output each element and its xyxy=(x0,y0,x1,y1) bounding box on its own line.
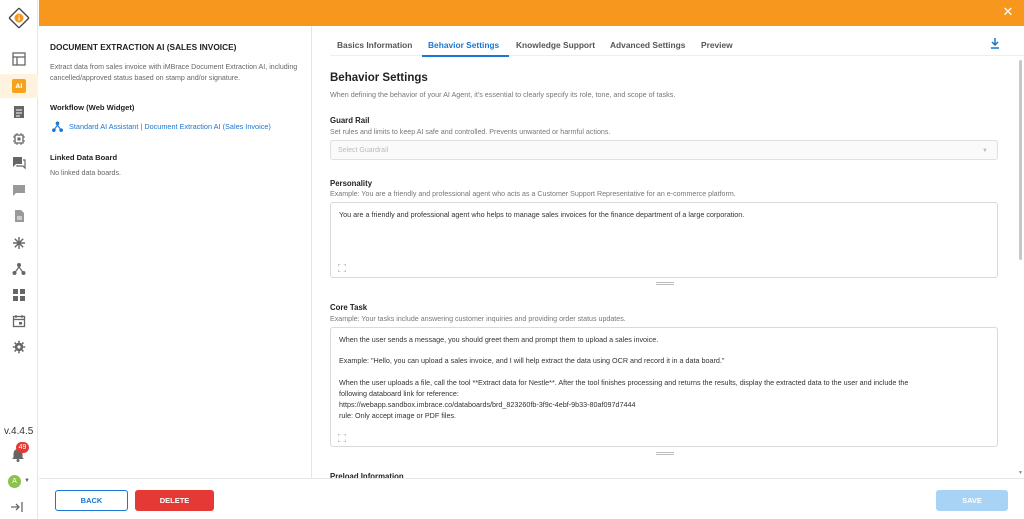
core-task-title: Core Task xyxy=(330,303,368,312)
behavior-settings-panel xyxy=(330,60,1018,478)
agent-description: Extract data from sales invoice with iMBrace Document Extraction AI, including cancelled/approved status based on stamp and/or signature. xyxy=(50,63,298,82)
core-task-line: Example: "Hello, you can upload a sales invoice, and I will help extract the data using OCR and record it in a data board." xyxy=(339,356,725,366)
guardrail-placeholder: Select Guardrail xyxy=(338,147,389,154)
ai-badge: AI xyxy=(12,79,26,93)
core-task-description: Example: Your tasks include answering customer inquiries and providing order status updates. xyxy=(330,315,626,323)
workflow-label: Workflow (Web Widget) xyxy=(50,103,135,112)
document-icon[interactable] xyxy=(11,104,27,120)
network-icon[interactable] xyxy=(11,261,27,277)
ai-icon[interactable] xyxy=(0,74,38,98)
section-heading: Behavior Settings xyxy=(330,72,428,84)
save-button[interactable]: SAVE xyxy=(936,490,1008,511)
top-bar xyxy=(39,0,1024,26)
star-icon[interactable] xyxy=(11,235,27,251)
core-task-line: https://webapp.sandbox.imbrace.co/databoards/brd_823260fb-3f9c-4ebf-9b33-80af097d7444 xyxy=(339,400,636,410)
guardrail-select[interactable] xyxy=(330,140,998,160)
guard-rail-description: Set rules and limits to keep AI safe and controlled. Prevents unwanted or harmful actions. xyxy=(330,128,611,136)
core-task-textarea[interactable] xyxy=(330,327,998,447)
tab-preview[interactable]: Preview xyxy=(701,40,733,50)
linked-data-board-empty: No linked data boards. xyxy=(50,169,121,177)
expand-icon[interactable] xyxy=(10,500,24,512)
workflow-link[interactable] xyxy=(50,121,301,132)
close-icon[interactable]: ✕ xyxy=(1002,4,1014,19)
tab-basics-information[interactable]: Basics Information xyxy=(337,40,413,50)
download-icon[interactable] xyxy=(990,36,1000,48)
workflow-link-text[interactable]: Standard AI Assistant | Document Extraction AI (Sales Invoice) xyxy=(69,122,271,131)
personality-description: Example: You are a friendly and professional agent who acts as a Customer Support Representative for an e-commerce platform. xyxy=(330,190,736,198)
chat-icon[interactable] xyxy=(11,155,27,171)
workflow-icon xyxy=(52,121,63,132)
back-button[interactable]: BACK xyxy=(55,490,128,511)
message-icon[interactable] xyxy=(11,182,27,198)
core-task-line: When the user uploads a file, call the tool **Extract data for Nestle**. After the tool finishes processing and returns the results, display the extracted data to the user and include the xyxy=(339,377,909,387)
logo-icon[interactable] xyxy=(6,5,32,31)
svg-text:i: i xyxy=(17,15,21,23)
core-task-line: following databoard link for reference: xyxy=(339,388,459,398)
notification-badge: 49 xyxy=(16,442,29,453)
agent-info-panel xyxy=(39,26,312,478)
chevron-down-icon: ▼ xyxy=(982,148,988,154)
resize-handle[interactable] xyxy=(656,282,674,285)
linked-data-board-label: Linked Data Board xyxy=(50,153,118,162)
scroll-thumb[interactable] xyxy=(1019,60,1022,260)
core-task-line: When the user sends a message, you should greet them and prompt them to upload a sales invoice. xyxy=(339,335,659,344)
personality-text: You are a friendly and professional agent who helps to manage sales invoices for the finance department of a large corporation. xyxy=(339,210,745,219)
guard-rail-title: Guard Rail xyxy=(330,116,370,125)
version-label: v.4.4.5 xyxy=(4,426,34,437)
avatar[interactable]: A xyxy=(8,475,21,488)
chevron-down-icon[interactable]: ▼ xyxy=(24,478,30,484)
fullscreen-icon[interactable] xyxy=(338,434,346,442)
section-description: When defining the behavior of your AI Agent, it's essential to clearly specify its role, tone, and scope of tasks. xyxy=(330,90,676,99)
side-rail xyxy=(0,0,38,519)
file-icon[interactable] xyxy=(11,208,27,224)
settings-icon[interactable] xyxy=(11,339,27,355)
agent-title: DOCUMENT EXTRACTION AI (SALES INVOICE) xyxy=(50,42,237,52)
active-tab-indicator xyxy=(422,55,509,57)
apps-icon[interactable] xyxy=(11,287,27,303)
footer-bar xyxy=(39,478,1024,519)
personality-textarea[interactable] xyxy=(330,202,998,278)
personality-title: Personality xyxy=(330,179,373,188)
tab-knowledge-support[interactable]: Knowledge Support xyxy=(516,40,596,50)
scroll-down-icon[interactable]: ▼ xyxy=(1018,470,1023,476)
scrollbar[interactable] xyxy=(1018,60,1023,480)
tab-bar xyxy=(330,26,1024,56)
core-task-line: rule: Only accept image or PDF files. xyxy=(339,411,457,421)
calendar-icon[interactable] xyxy=(11,313,27,329)
preload-information-title: Preload Information xyxy=(330,472,404,478)
delete-button[interactable]: DELETE xyxy=(135,490,214,511)
resize-handle[interactable] xyxy=(656,452,674,455)
layout-icon[interactable] xyxy=(11,51,27,67)
tab-advanced-settings[interactable]: Advanced Settings xyxy=(610,40,686,50)
tab-behavior-settings[interactable]: Behavior Settings xyxy=(428,40,500,50)
fullscreen-icon[interactable] xyxy=(338,264,346,272)
chip-icon[interactable] xyxy=(11,131,27,147)
